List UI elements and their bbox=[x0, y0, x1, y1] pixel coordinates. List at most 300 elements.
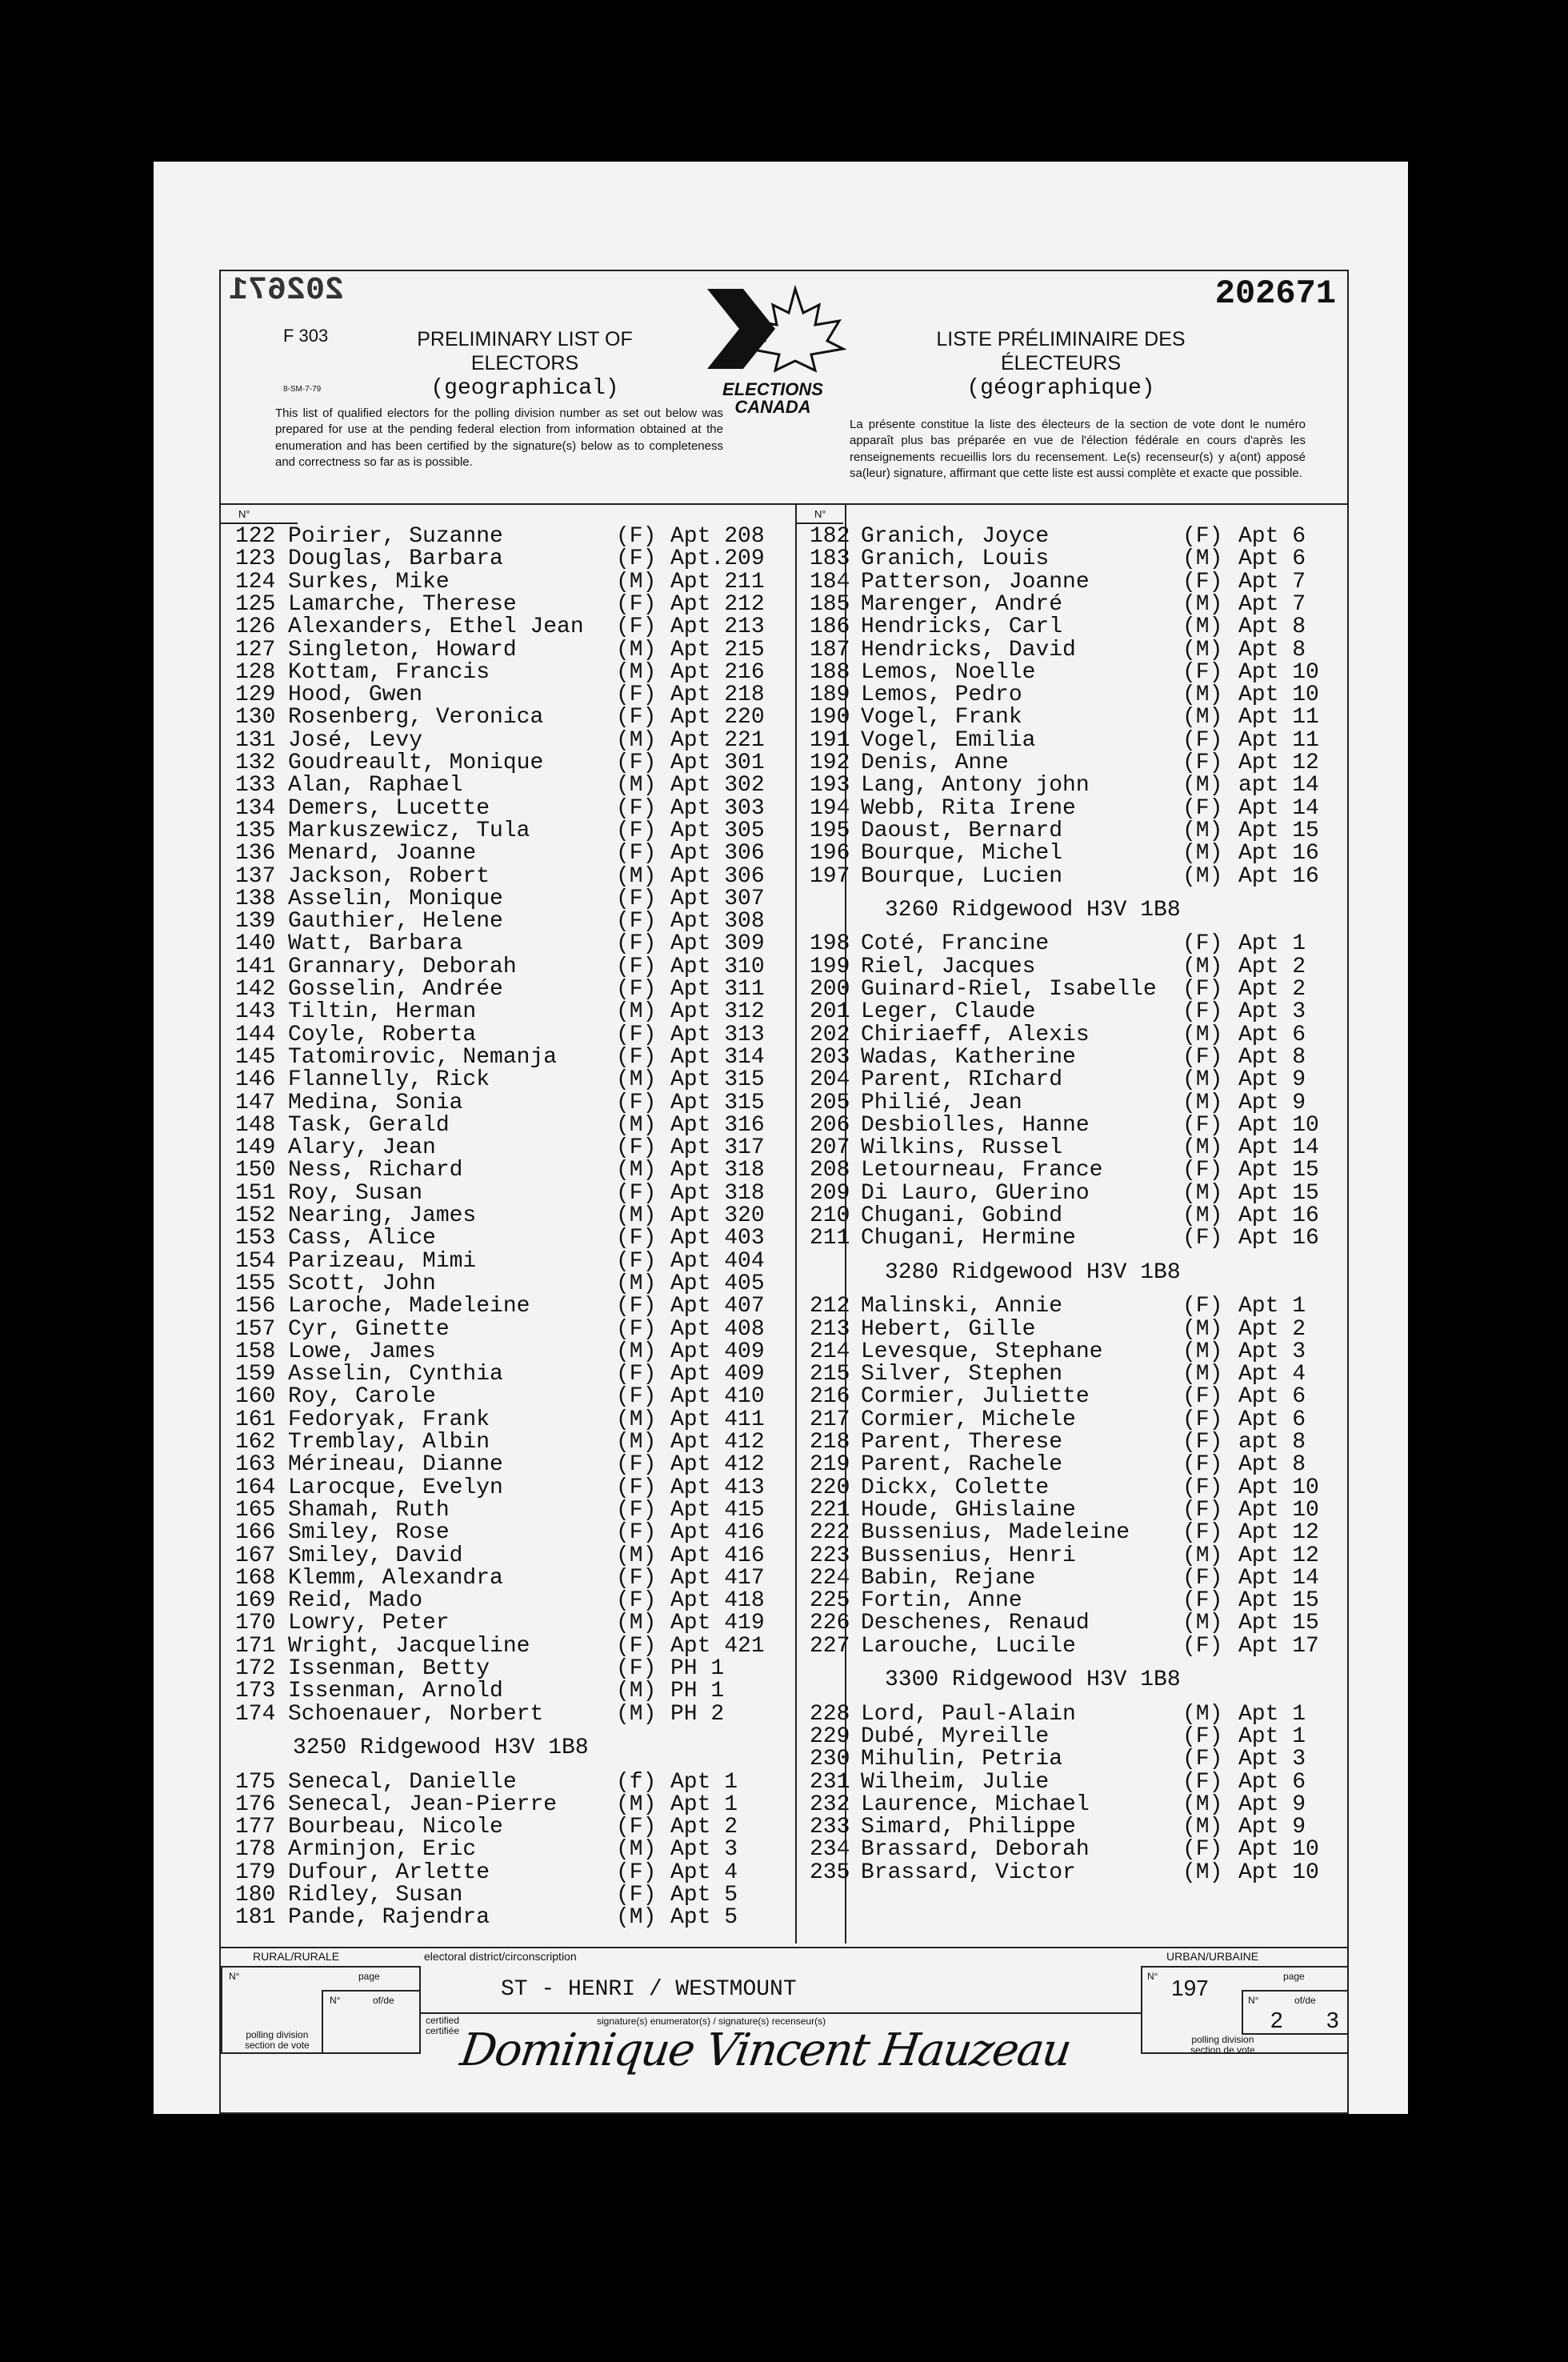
elector-number: 162 bbox=[235, 1430, 276, 1455]
elector-name: Riel, Jacques bbox=[861, 954, 1036, 979]
elector-sex: (M) bbox=[1182, 615, 1223, 640]
elector-unit: Apt 16 bbox=[1238, 1226, 1319, 1251]
elector-name: Cass, Alice bbox=[288, 1226, 436, 1251]
elector-sex: (F) bbox=[616, 683, 657, 708]
elector-name: Leger, Claude bbox=[861, 999, 1036, 1025]
elector-row bbox=[221, 659, 1319, 685]
elector-row bbox=[221, 841, 1319, 867]
elector-unit: Apt 15 bbox=[1238, 1158, 1319, 1183]
elector-number: 222 bbox=[810, 1520, 850, 1546]
elector-unit: Apt 416 bbox=[670, 1520, 765, 1546]
elector-unit: Apt 11 bbox=[1238, 705, 1319, 731]
elector-unit: Apt 317 bbox=[670, 1135, 765, 1161]
elector-sex: (M) bbox=[1182, 546, 1223, 572]
elector-number: 211 bbox=[810, 1226, 850, 1251]
elector-row bbox=[221, 546, 1306, 572]
elector-name: Coté, Francine bbox=[861, 931, 1050, 957]
elector-row bbox=[221, 1520, 1319, 1546]
elector-name: Desbiolles, Hanne bbox=[861, 1112, 1090, 1138]
elector-unit: Apt 7 bbox=[1238, 591, 1306, 617]
elector-unit: Apt 212 bbox=[670, 591, 765, 617]
elector-sex: (F) bbox=[616, 1180, 657, 1206]
elector-name: Reid, Mado bbox=[288, 1588, 423, 1614]
elector-number: 187 bbox=[810, 637, 850, 663]
elector-sex: (F) bbox=[616, 524, 657, 549]
rural-page-no-label: N° bbox=[330, 1995, 341, 2006]
elector-number: 158 bbox=[235, 1339, 276, 1364]
elector-name: Bussenius, Madeleine bbox=[861, 1520, 1130, 1546]
elector-sex: (F) bbox=[1182, 1565, 1223, 1591]
elector-unit: Apt 10 bbox=[1238, 683, 1319, 708]
elector-unit: Apt 412 bbox=[670, 1430, 765, 1455]
elector-name: Cormier, Juliette bbox=[861, 1384, 1090, 1410]
elector-number: 202 bbox=[810, 1022, 850, 1047]
elector-unit: Apt 9 bbox=[1238, 1815, 1306, 1840]
elector-unit: Apt 10 bbox=[1238, 1837, 1319, 1863]
elector-number: 200 bbox=[810, 977, 850, 1002]
elector-unit: Apt 416 bbox=[670, 1543, 765, 1568]
elector-unit: PH 1 bbox=[670, 1679, 725, 1704]
elector-number: 212 bbox=[810, 1294, 850, 1319]
elector-unit: Apt 405 bbox=[670, 1271, 765, 1296]
elector-number: 135 bbox=[235, 818, 276, 843]
elector-row bbox=[221, 1884, 789, 1907]
elector-number: 227 bbox=[810, 1633, 850, 1659]
elector-number: 125 bbox=[235, 591, 276, 617]
elector-number: 164 bbox=[235, 1475, 276, 1500]
elector-name: Hood, Gwen bbox=[288, 683, 423, 708]
elector-sex: (F) bbox=[616, 977, 657, 1002]
elector-sex: (M) bbox=[616, 773, 657, 799]
elector-unit: Apt 308 bbox=[670, 909, 765, 935]
elector-name: Coyle, Roberta bbox=[288, 1022, 477, 1047]
elector-unit: Apt 10 bbox=[1238, 1497, 1319, 1523]
elector-unit: Apt 408 bbox=[670, 1316, 765, 1342]
elector-row bbox=[221, 569, 1306, 595]
elector-number: 150 bbox=[235, 1158, 276, 1183]
elector-number: 160 bbox=[235, 1384, 276, 1410]
elector-number: 218 bbox=[810, 1430, 850, 1455]
elector-sex: (F) bbox=[1182, 1226, 1223, 1251]
elector-unit: Apt 211 bbox=[670, 569, 765, 595]
elector-sex: (M) bbox=[616, 1158, 657, 1183]
elector-unit: Apt 12 bbox=[1238, 1520, 1319, 1546]
elector-name: Schoenauer, Norbert bbox=[288, 1701, 544, 1727]
elector-unit: Apt 8 bbox=[1238, 637, 1306, 663]
elector-number: 228 bbox=[810, 1701, 850, 1727]
elector-unit: Apt 413 bbox=[670, 1475, 765, 1500]
elector-unit: Apt 1 bbox=[1238, 1294, 1306, 1319]
elector-number: 224 bbox=[810, 1565, 850, 1591]
elector-sex: (F) bbox=[1182, 1407, 1223, 1432]
elector-sex: (M) bbox=[616, 1203, 657, 1228]
elector-sex: (F) bbox=[616, 1815, 657, 1840]
elector-name: Singleton, Howard bbox=[288, 637, 517, 663]
elector-number: 153 bbox=[235, 1226, 276, 1251]
elector-unit: Apt 8 bbox=[1238, 615, 1306, 640]
elector-unit: Apt 3 bbox=[1238, 999, 1306, 1025]
elector-unit: Apt 1 bbox=[1238, 1723, 1306, 1749]
elector-number: 177 bbox=[235, 1815, 276, 1840]
english-title-line2: ELECTORS bbox=[470, 352, 579, 374]
urban-polling-number: 197 bbox=[1171, 1976, 1209, 2000]
elector-name: Issenman, Arnold bbox=[288, 1679, 503, 1704]
elector-number: 183 bbox=[810, 546, 850, 572]
elector-number: 128 bbox=[235, 659, 276, 685]
elector-number: 149 bbox=[235, 1135, 276, 1161]
elector-unit: Apt 6 bbox=[1238, 524, 1306, 549]
elector-name: Denis, Anne bbox=[861, 751, 1009, 775]
elector-row bbox=[221, 1792, 1306, 1817]
elector-sex: (F) bbox=[616, 1294, 657, 1319]
elector-number: 141 bbox=[235, 954, 276, 979]
elector-sex: (M) bbox=[616, 1837, 657, 1863]
elector-unit: Apt 2 bbox=[1238, 1316, 1306, 1342]
elector-number: 148 bbox=[235, 1112, 276, 1138]
rural-page-box bbox=[322, 1990, 421, 2054]
form-date: 8-SM-7-79 bbox=[283, 385, 322, 394]
elector-name: Kottam, Francis bbox=[288, 659, 490, 685]
elector-unit: Apt 3 bbox=[670, 1837, 738, 1863]
urban-box bbox=[1141, 1966, 1349, 2054]
elector-sex: (F) bbox=[616, 1633, 657, 1659]
english-subtitle: (geographical) bbox=[430, 376, 619, 401]
elector-unit: Apt 309 bbox=[670, 931, 765, 957]
elector-sex: (F) bbox=[616, 954, 657, 979]
elector-sex: (F) bbox=[1182, 569, 1223, 595]
elector-name: Shamah, Ruth bbox=[288, 1497, 450, 1523]
elector-name: Granich, Louis bbox=[861, 546, 1050, 572]
elector-sex: (M) bbox=[1182, 705, 1223, 731]
elector-sex: (F) bbox=[616, 1860, 657, 1885]
elector-sex: (F) bbox=[616, 795, 657, 821]
elector-sex: (M) bbox=[1182, 1543, 1223, 1568]
elector-name: Wilkins, Russel bbox=[861, 1135, 1063, 1161]
elector-sex: (F) bbox=[1182, 1384, 1223, 1410]
elector-unit: Apt 421 bbox=[670, 1633, 765, 1659]
elector-unit: Apt 404 bbox=[670, 1248, 765, 1274]
elector-row bbox=[221, 1611, 1319, 1636]
elector-unit: Apt 10 bbox=[1238, 1475, 1319, 1500]
elector-unit: Apt 215 bbox=[670, 637, 765, 663]
elector-sex: (F) bbox=[1182, 795, 1223, 821]
elector-unit: PH 2 bbox=[670, 1701, 725, 1727]
french-title-block bbox=[893, 327, 1229, 402]
elector-number: 213 bbox=[810, 1316, 850, 1342]
elector-number: 126 bbox=[235, 615, 276, 640]
elector-name: Hebert, Gille bbox=[861, 1316, 1036, 1342]
elector-name: Rosenberg, Veronica bbox=[288, 705, 544, 731]
elector-name: Medina, Sonia bbox=[288, 1090, 463, 1115]
elector-name: Grannary, Deborah bbox=[288, 954, 517, 979]
elector-sex: (M) bbox=[1182, 1203, 1223, 1228]
left-number-label: N° bbox=[238, 508, 250, 520]
elector-name: Bourque, Lucien bbox=[861, 863, 1063, 889]
elector-unit: Apt 419 bbox=[670, 1611, 765, 1636]
elector-name: Goudreault, Monique bbox=[288, 751, 544, 775]
french-subtitle: (géographique) bbox=[966, 376, 1155, 401]
elector-number: 181 bbox=[235, 1905, 276, 1931]
elector-number: 156 bbox=[235, 1294, 276, 1319]
elector-number: 197 bbox=[810, 863, 850, 889]
elector-number: 127 bbox=[235, 637, 276, 663]
urban-of-label: of/de bbox=[1294, 1995, 1316, 2006]
elector-number: 180 bbox=[235, 1883, 276, 1908]
rural-polling-label-en: polling division bbox=[246, 2029, 309, 2040]
elector-sex: (F) bbox=[616, 1565, 657, 1591]
elector-sex: (F) bbox=[1182, 1112, 1223, 1138]
elector-row bbox=[221, 1723, 1306, 1749]
elector-sex: (F) bbox=[1182, 1520, 1223, 1546]
urban-label: URBAN/URBAINE bbox=[1166, 1950, 1259, 1963]
elector-name: Lamarche, Therese bbox=[288, 591, 517, 617]
elector-number: 195 bbox=[810, 818, 850, 843]
elector-unit: Apt 216 bbox=[670, 659, 765, 685]
elector-name: Bussenius, Henri bbox=[861, 1543, 1076, 1568]
elector-unit: Apt 9 bbox=[1238, 1792, 1306, 1817]
elector-number: 145 bbox=[235, 1044, 276, 1070]
elector-unit: Apt 11 bbox=[1238, 727, 1319, 753]
elector-name: Cormier, Michele bbox=[861, 1407, 1076, 1432]
elector-row bbox=[221, 1384, 1306, 1410]
french-title-line1: LISTE PRÉLIMINAIRE DES bbox=[936, 328, 1186, 350]
elector-unit: Apt 14 bbox=[1238, 795, 1319, 821]
elector-name: Menard, Joanne bbox=[288, 841, 477, 867]
elector-name: Vogel, Frank bbox=[861, 705, 1022, 731]
elector-sex: (M) bbox=[1182, 637, 1223, 663]
elector-number: 220 bbox=[810, 1475, 850, 1500]
elector-name: Issenman, Betty bbox=[288, 1656, 490, 1681]
elector-sex: (F) bbox=[616, 1520, 657, 1546]
elector-number: 215 bbox=[810, 1362, 850, 1387]
elector-unit: Apt 10 bbox=[1238, 659, 1319, 685]
elector-unit: Apt 4 bbox=[1238, 1362, 1306, 1387]
elector-unit: Apt 411 bbox=[670, 1407, 765, 1432]
elector-name: Asselin, Cynthia bbox=[288, 1362, 503, 1387]
elector-unit: Apt 315 bbox=[670, 1090, 765, 1115]
elector-name: Granich, Joyce bbox=[861, 524, 1050, 549]
elector-name: Guinard-Riel, Isabelle bbox=[861, 977, 1157, 1002]
elector-unit: Apt 10 bbox=[1238, 1860, 1319, 1885]
elector-number: 206 bbox=[810, 1112, 850, 1138]
elector-row bbox=[221, 1633, 1319, 1659]
right-number-label: N° bbox=[814, 508, 826, 520]
elector-row bbox=[221, 1158, 1319, 1183]
elector-name: Parizeau, Mimi bbox=[288, 1248, 477, 1274]
elector-name: Lemos, Pedro bbox=[861, 683, 1022, 708]
elector-row bbox=[221, 999, 1306, 1025]
elector-unit: Apt 307 bbox=[670, 886, 765, 911]
elector-sex: (M) bbox=[1182, 1701, 1223, 1727]
elector-name: Brassard, Victor bbox=[861, 1860, 1076, 1885]
urban-page-label: page bbox=[1283, 1971, 1305, 1982]
elector-unit: Apt 12 bbox=[1238, 751, 1319, 775]
elector-sex: (F) bbox=[1182, 1044, 1223, 1070]
elector-name: Asselin, Monique bbox=[288, 886, 503, 911]
urban-page-value: 2 bbox=[1270, 2008, 1283, 2032]
elector-name: Fedoryak, Frank bbox=[288, 1407, 490, 1432]
elector-name: Alary, Jean bbox=[288, 1135, 436, 1161]
elector-row bbox=[221, 977, 1306, 1002]
elector-row bbox=[221, 1273, 789, 1295]
district-rule bbox=[421, 2012, 1141, 2014]
elector-name: Scott, John bbox=[288, 1271, 436, 1296]
elector-row bbox=[221, 1407, 1306, 1432]
elector-row bbox=[221, 1860, 1319, 1885]
elector-name: Chugani, Gobind bbox=[861, 1203, 1063, 1228]
logo-text-line1: ELECTIONS bbox=[722, 379, 823, 399]
elector-unit: Apt 310 bbox=[670, 954, 765, 979]
elector-unit: Apt 220 bbox=[670, 705, 765, 731]
elector-sex: (F) bbox=[616, 886, 657, 911]
elector-sex: (F) bbox=[1182, 1158, 1223, 1183]
elector-number: 165 bbox=[235, 1497, 276, 1523]
elector-name: Houde, GHislaine bbox=[861, 1497, 1076, 1523]
address-heading: 3260 Ridgewood H3V 1B8 bbox=[885, 897, 1181, 923]
elector-row bbox=[221, 683, 1319, 708]
elector-sex: (F) bbox=[616, 1248, 657, 1274]
form-code: F 303 bbox=[283, 326, 329, 346]
elector-unit: Apt 314 bbox=[670, 1044, 765, 1070]
elector-unit: Apt 3 bbox=[1238, 1339, 1306, 1364]
elector-number: 186 bbox=[810, 615, 850, 640]
elector-name: Di Lauro, GUerino bbox=[861, 1180, 1090, 1206]
elector-row bbox=[221, 1067, 1306, 1093]
elector-sex: (M) bbox=[616, 727, 657, 753]
elector-sex: (M) bbox=[1182, 1611, 1223, 1636]
elector-unit: Apt.209 bbox=[670, 546, 765, 572]
elector-name: Larocque, Evelyn bbox=[288, 1475, 503, 1500]
elector-unit: Apt 306 bbox=[670, 863, 765, 889]
elector-number: 161 bbox=[235, 1407, 276, 1432]
elector-name: Bourbeau, Nicole bbox=[288, 1815, 503, 1840]
elector-sex: (F) bbox=[1182, 751, 1223, 775]
elector-sex: (F) bbox=[616, 1656, 657, 1681]
elector-unit: Apt 221 bbox=[670, 727, 765, 753]
elector-sex: (F) bbox=[616, 1883, 657, 1908]
elector-sex: (M) bbox=[1182, 1316, 1223, 1342]
elector-sex: (F) bbox=[1182, 727, 1223, 753]
rural-page-label: page bbox=[358, 1971, 380, 1982]
elector-number: 122 bbox=[235, 524, 276, 549]
elector-row bbox=[221, 1701, 1306, 1727]
elector-row bbox=[221, 1769, 1306, 1795]
elector-number: 138 bbox=[235, 886, 276, 911]
elector-name: Dufour, Arlette bbox=[288, 1860, 490, 1885]
elector-sex: (M) bbox=[616, 1679, 657, 1704]
elector-unit: Apt 320 bbox=[670, 1203, 765, 1228]
elector-unit: Apt 14 bbox=[1238, 1135, 1319, 1161]
elector-sex: (M) bbox=[616, 569, 657, 595]
elector-number: 229 bbox=[810, 1723, 850, 1749]
elector-name: Smiley, Rose bbox=[288, 1520, 450, 1546]
elector-name: Gosselin, Andrée bbox=[288, 977, 503, 1002]
elector-name: Webb, Rita Irene bbox=[861, 795, 1076, 821]
french-title-line2: ÉLECTEURS bbox=[1000, 352, 1122, 374]
elector-name: Chiriaeff, Alexis bbox=[861, 1022, 1090, 1047]
elector-unit: Apt 316 bbox=[670, 1112, 765, 1138]
elector-sex: (F) bbox=[616, 1135, 657, 1161]
elector-sex: (F) bbox=[616, 1452, 657, 1478]
elector-name: Senecal, Jean-Pierre bbox=[288, 1792, 558, 1817]
elector-unit: Apt 306 bbox=[670, 841, 765, 867]
elector-number: 171 bbox=[235, 1633, 276, 1659]
elector-sex: (F) bbox=[1182, 931, 1223, 957]
elector-number: 170 bbox=[235, 1611, 276, 1636]
elector-unit: Apt 218 bbox=[670, 683, 765, 708]
elector-number: 129 bbox=[235, 683, 276, 708]
elector-unit: Apt 6 bbox=[1238, 1022, 1306, 1047]
elector-row bbox=[221, 1339, 1306, 1364]
elector-number: 217 bbox=[810, 1407, 850, 1432]
elector-sex: (M) bbox=[1182, 1792, 1223, 1817]
elector-row bbox=[221, 863, 1319, 889]
elector-sex: (M) bbox=[616, 1407, 657, 1432]
elector-unit: Apt 409 bbox=[670, 1362, 765, 1387]
elector-name: Larouche, Lucile bbox=[861, 1633, 1076, 1659]
elector-number: 188 bbox=[810, 659, 850, 685]
elector-row bbox=[221, 591, 1306, 617]
elector-number: 210 bbox=[810, 1203, 850, 1228]
elector-name: Flannelly, Rick bbox=[288, 1067, 490, 1093]
elector-sex: (F) bbox=[1182, 1633, 1223, 1659]
elector-sex: (F) bbox=[1182, 659, 1223, 685]
elector-number: 189 bbox=[810, 683, 850, 708]
elector-name: Brassard, Deborah bbox=[861, 1837, 1090, 1863]
elector-number: 174 bbox=[235, 1701, 276, 1727]
elector-row bbox=[221, 1658, 789, 1680]
elector-row bbox=[221, 1680, 789, 1703]
elector-name: Roy, Susan bbox=[288, 1180, 423, 1206]
elector-name: Ness, Richard bbox=[288, 1158, 463, 1183]
elector-name: Patterson, Joanne bbox=[861, 569, 1090, 595]
elector-unit: Apt 6 bbox=[1238, 1769, 1306, 1795]
elector-row bbox=[221, 1837, 1319, 1863]
elector-number: 199 bbox=[810, 954, 850, 979]
elector-sex: (M) bbox=[616, 1067, 657, 1093]
elector-number: 196 bbox=[810, 841, 850, 867]
elector-sex: (F) bbox=[1182, 999, 1223, 1025]
elector-name: Lang, Antony john bbox=[861, 773, 1090, 799]
footer-top-rule bbox=[221, 1947, 1349, 1948]
elector-row bbox=[221, 1090, 1306, 1115]
elector-number: 225 bbox=[810, 1588, 850, 1614]
elector-unit: Apt 2 bbox=[670, 1815, 738, 1840]
elector-name: Dubé, Myreille bbox=[861, 1723, 1050, 1749]
elector-sex: (M) bbox=[616, 1701, 657, 1727]
elector-sex: (M) bbox=[1182, 683, 1223, 708]
elector-name: Laroche, Madeleine bbox=[288, 1294, 530, 1319]
elector-name: Senecal, Danielle bbox=[288, 1769, 517, 1795]
rural-label: RURAL/RURALE bbox=[253, 1950, 340, 1963]
elector-sex: (F) bbox=[1182, 1452, 1223, 1478]
elector-row bbox=[221, 1452, 1306, 1478]
elector-row bbox=[221, 1475, 1319, 1500]
elector-row bbox=[221, 1112, 1319, 1138]
elector-name: Vogel, Emilia bbox=[861, 727, 1036, 753]
elector-unit: Apt 6 bbox=[1238, 1384, 1306, 1410]
elector-unit: Apt 1 bbox=[670, 1769, 738, 1795]
elector-unit: Apt 9 bbox=[1238, 1067, 1306, 1093]
elector-sex: (M) bbox=[1182, 1090, 1223, 1115]
elector-name: Deschenes, Renaud bbox=[861, 1611, 1090, 1636]
elector-sex: (M) bbox=[616, 1430, 657, 1455]
elector-number: 151 bbox=[235, 1180, 276, 1206]
elector-unit: apt 14 bbox=[1238, 773, 1319, 799]
elector-row bbox=[221, 1226, 1319, 1251]
elector-sex: (M) bbox=[1182, 591, 1223, 617]
elector-sex: (F) bbox=[616, 615, 657, 640]
